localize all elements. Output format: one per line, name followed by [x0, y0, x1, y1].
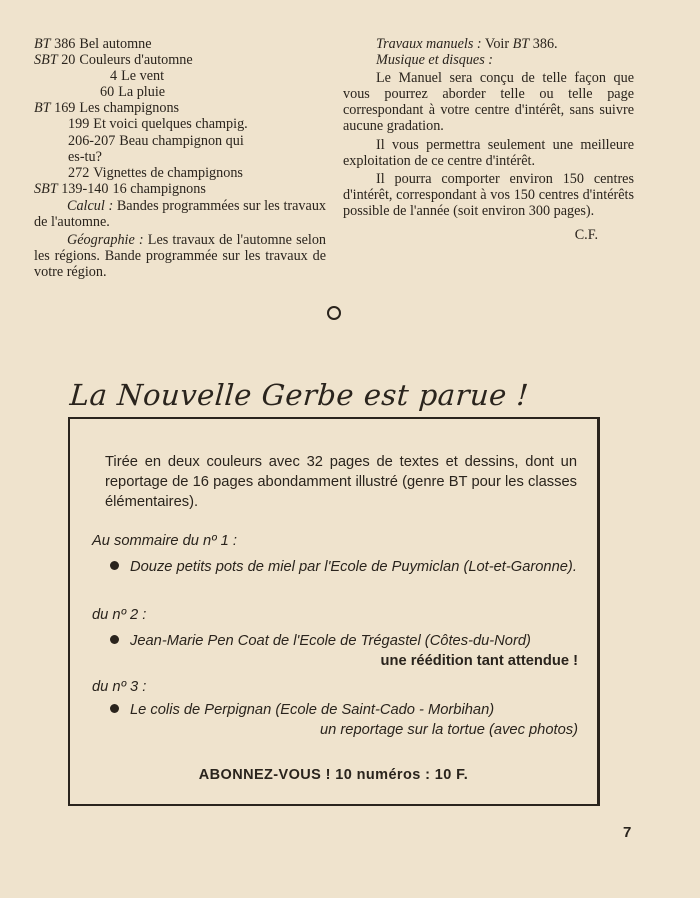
sommaire-item-3-note: un reportage sur la tortue (avec photos) [320, 722, 578, 738]
bullet-icon [110, 635, 119, 644]
sommaire-item-3: Le colis de Perpignan (Ecole de Saint-Cado - Morbihan) [110, 700, 578, 720]
calcul-paragraph: Calcul : Bandes programmées sur les travaux de l'automne. [34, 197, 327, 231]
bullet-icon [110, 704, 119, 713]
list-item: BT 386 Bel automne [34, 36, 152, 52]
geographie-paragraph: Géographie : Les travaux de l'automne selon les régions. Bande programmée sur les travaux de votre région. [34, 232, 327, 281]
signature: C.F. [574, 227, 598, 244]
sommaire-item-2-note: une réédition tant attendue ! [380, 653, 578, 669]
list-item: 206-207 Beau champignon qui [68, 132, 244, 149]
paragraph: Il pourra comporter environ 150 centres d'intérêt, correspondant à vos 150 centres d'intérêts possible de l'année (soit environ 300 pages). [343, 170, 634, 219]
ad-box [68, 417, 600, 806]
list-item: SBT 20 Couleurs d'automne [34, 52, 193, 69]
musique-label: Musique et disques : [376, 52, 494, 69]
sommaire-item-1: Douze petits pots de miel par l'Ecole de Puymiclan (Lot-et-Garonne). [110, 557, 578, 577]
ad-headline: La Nouvelle Gerbe est parue ! [68, 378, 530, 412]
list-item: 199 Et voici quelques champig. [68, 116, 248, 133]
list-item: 60 La pluie [100, 84, 166, 101]
list-item: SBT 139-140 16 champignons [34, 180, 206, 197]
sommaire-2-label: du nº 2 : [92, 607, 147, 623]
sommaire-3-label: du nº 3 : [92, 679, 147, 695]
subscribe-footer: ABONNEZ-VOUS ! 10 numéros : 10 F. [198, 767, 469, 783]
list-item: 4 Le vent [110, 68, 165, 85]
page-number: 7 [623, 824, 632, 841]
list-item: BT 169 Les champignons [34, 100, 180, 117]
right-column [343, 36, 634, 243]
left-column [34, 36, 326, 280]
ad-intro: Tirée en deux couleurs avec 32 pages de textes et dessins, dont un reportage de 16 pages abondamment illustré (genre BT pour les classes élémentaires). [105, 454, 577, 510]
separator-circle-icon [327, 306, 341, 320]
sommaire-item-2: Jean-Marie Pen Coat de l'Ecole de Trégastel (Côtes-du-Nord) [110, 631, 578, 651]
list-item: es-tu? [68, 148, 102, 165]
paragraph: Le Manuel sera conçu de telle façon que vous pourrez aborder telle ou telle page correspondant à votre centre d'intérêt, sans suivre aucune gradation. [343, 70, 634, 135]
travaux-line: Travaux manuels : Voir BT 386. [376, 36, 558, 52]
bullet-icon [110, 561, 119, 570]
sommaire-1-label: Au sommaire du nº 1 : [92, 533, 237, 549]
paragraph: Il vous permettra seulement une meilleure exploitation de ce centre d'intérêt. [343, 136, 634, 169]
list-item: 272 Vignettes de champignons [68, 164, 243, 181]
